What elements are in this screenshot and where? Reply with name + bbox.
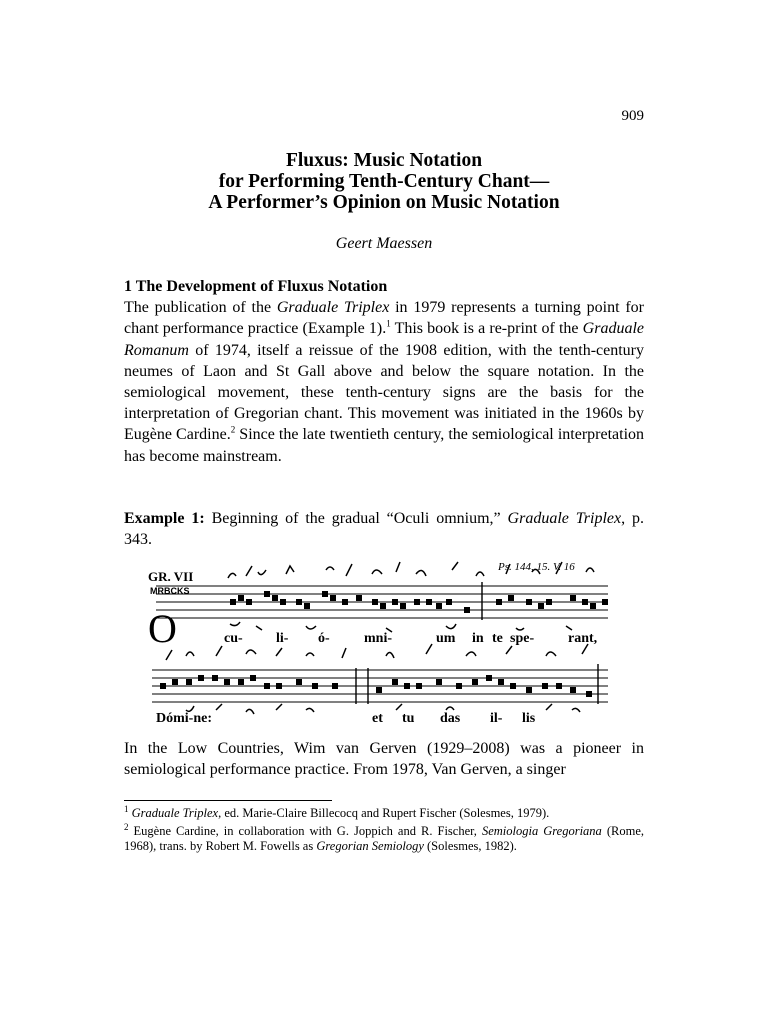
neume-note	[312, 683, 318, 689]
neume-note	[556, 683, 562, 689]
text-run: Eugène Cardine, in collaboration with G. Joppich and R. Fischer,	[128, 823, 482, 838]
handwritten-neume	[306, 653, 314, 656]
handwritten-neume	[228, 573, 236, 578]
neume-note	[296, 679, 302, 685]
neume-note	[414, 599, 420, 605]
footnote-divider	[124, 800, 332, 801]
mode-label: GR. VII	[148, 569, 194, 584]
handwritten-neume	[216, 704, 222, 710]
title-line-1: Fluxus: Music Notation	[285, 150, 483, 171]
neume-note	[416, 683, 422, 689]
handwritten-neume	[546, 704, 552, 710]
neume-note	[586, 691, 592, 697]
footnote-1	[124, 803, 644, 822]
paper-title	[124, 150, 644, 213]
handwritten-neume	[516, 628, 524, 630]
handwritten-neume	[426, 644, 432, 654]
handwritten-neume	[342, 648, 346, 658]
syllable: cu-	[224, 631, 243, 646]
handwritten-neume	[306, 708, 314, 712]
neume-note	[230, 599, 236, 605]
neume-note	[570, 595, 576, 601]
neume-note	[526, 687, 532, 693]
neume-note	[304, 603, 310, 609]
handwritten-neume	[186, 652, 194, 656]
chant-notation-figure	[146, 556, 616, 726]
italic-title: Gregorian Semiology	[316, 839, 424, 853]
neume-note	[570, 687, 576, 693]
neume-note	[330, 595, 336, 601]
neume-note	[590, 603, 596, 609]
paragraph-2: In the Low Countries, Wim van Gerven (1929–2008) was a pioneer in semiological performance practice. From 1978, Van Gerven, a singer	[124, 740, 644, 779]
italic-title: Graduale Triplex	[131, 806, 219, 820]
footnote-ref-1[interactable]: 1	[386, 319, 391, 330]
handwritten-neume	[372, 570, 382, 574]
title-line-3: A Performer’s Opinion on Music Notation	[208, 192, 560, 213]
handwritten-neume	[246, 650, 256, 654]
example-label: Example 1:	[124, 510, 205, 527]
section-heading: 1 The Development of Fluxus Notation	[124, 278, 388, 295]
italic-title: Graduale Triplex	[276, 299, 390, 317]
syllable: um	[436, 631, 456, 646]
text-run: The publication of the	[124, 299, 277, 317]
neume-note	[224, 679, 230, 685]
neume-note	[198, 675, 204, 681]
text-run: of 1974, itself a reissue of the 1908 edition, with the tenth-century neumes of Laon and St Gall above and below the square notation. In the semiological movement, these tenth-century signs are the basis for the interpretation of Gregorian chant. This movement was initiated in the 1960s by Eugène Cardine.	[124, 341, 644, 444]
neume-note	[602, 599, 608, 605]
neume-note	[582, 599, 588, 605]
handwritten-neume	[346, 564, 352, 576]
handwritten-neume	[246, 566, 252, 576]
handwritten-neume	[476, 572, 484, 576]
neume-note	[400, 603, 406, 609]
italic-title: Semiologia Gregoriana	[481, 823, 602, 838]
handwritten-neume	[230, 622, 240, 626]
neume-note	[212, 675, 218, 681]
handwritten-neume	[256, 626, 262, 630]
footnote-number: 2	[124, 821, 129, 832]
neume-note	[472, 679, 478, 685]
neume-note	[332, 683, 338, 689]
neume-note	[446, 599, 452, 605]
handwritten-neume	[506, 646, 512, 654]
neume-note	[264, 591, 270, 597]
neume-note	[238, 595, 244, 601]
handwritten-neume	[572, 708, 580, 712]
neume-note	[322, 591, 328, 597]
footnote-number: 1	[124, 803, 129, 814]
handwritten-neume	[396, 562, 400, 572]
section-1	[124, 276, 644, 467]
neume-note	[160, 683, 166, 689]
italic-title: Graduale Triplex	[507, 510, 622, 527]
syllable: Dómi-ne:	[156, 711, 212, 726]
neume-note	[436, 679, 442, 685]
neume-note	[392, 599, 398, 605]
syllable: in	[472, 631, 484, 646]
neume-note	[186, 679, 192, 685]
syllable: das	[440, 711, 461, 726]
neume-note	[376, 687, 382, 693]
syllable: spe-	[510, 631, 535, 646]
syllable: mni-	[364, 631, 392, 646]
neume-note	[246, 599, 252, 605]
title-line-2: for Performing Tenth-Century Chant—	[218, 171, 550, 192]
text-run: (Rome, 1968), trans. by Robert M. Fowells as	[124, 823, 644, 853]
neume-note	[264, 683, 270, 689]
psalm-reference: Ps. 144, 15. V. 16	[498, 561, 575, 573]
neume-note	[508, 595, 514, 601]
syllable: ó-	[318, 631, 330, 646]
handwritten-neume	[246, 709, 254, 714]
page-number: 909	[621, 108, 644, 124]
handwritten-neume	[566, 626, 572, 630]
initial-letter: O	[148, 606, 177, 651]
neume-note	[486, 675, 492, 681]
syllable: li-	[276, 631, 289, 646]
lyrics-line-1	[224, 631, 597, 646]
paragraph-1	[124, 297, 644, 467]
handwritten-neume	[386, 652, 394, 658]
text-run: This book is a re-print of the	[390, 320, 583, 338]
handwritten-neume	[546, 652, 556, 656]
handwritten-neume	[446, 707, 454, 710]
lyrics-line-2	[156, 711, 536, 726]
neume-note	[172, 679, 178, 685]
neume-note	[546, 599, 552, 605]
footnote-2	[124, 821, 644, 855]
neume-note	[296, 599, 302, 605]
neume-note	[356, 595, 362, 601]
neume-note	[280, 599, 286, 605]
text-run: , p. 343.	[124, 510, 644, 549]
neume-note	[342, 599, 348, 605]
syllable: et	[372, 711, 383, 726]
source-label: MRBCKS	[150, 586, 190, 596]
neume-note	[498, 679, 504, 685]
neume-note	[526, 599, 532, 605]
syllable: lis	[522, 711, 536, 726]
staff-1	[156, 586, 608, 618]
handwritten-neume	[166, 650, 172, 660]
staff-2	[152, 670, 608, 702]
neume-note	[538, 603, 544, 609]
syllable: il-	[490, 711, 503, 726]
neume-note	[272, 595, 278, 601]
neume-note	[436, 603, 442, 609]
italic-title: Graduale Romanum	[124, 320, 644, 359]
handwritten-neume	[306, 626, 316, 629]
neume-note	[496, 599, 502, 605]
syllable: te	[492, 631, 503, 646]
syllable: tu	[402, 711, 415, 726]
neume-note	[464, 607, 470, 613]
text-run: in 1979 represents a turning point for chant performance practice (Example 1).	[124, 299, 644, 338]
neume-note	[426, 599, 432, 605]
text-run: Beginning of the gradual “Oculi omnium,”	[204, 510, 508, 527]
neume-note	[372, 599, 378, 605]
example-caption	[124, 508, 644, 550]
handwritten-neume	[276, 704, 282, 710]
neume-note	[380, 603, 386, 609]
author-name: Geert Maessen	[335, 235, 433, 252]
handwritten-neume	[396, 704, 402, 710]
neume-note	[542, 683, 548, 689]
text-run: (Solesmes, 1982).	[423, 839, 517, 853]
neume-note	[392, 679, 398, 685]
footnote-ref-2[interactable]: 2	[230, 425, 236, 436]
neume-note	[276, 683, 282, 689]
handwritten-neume	[216, 646, 222, 656]
neume-note	[510, 683, 516, 689]
text-run: Since the late twentieth century, the semiological interpretation has become mainstream.	[124, 426, 645, 465]
footnotes	[124, 803, 644, 857]
neume-note	[456, 683, 462, 689]
handwritten-neume	[452, 562, 458, 570]
syllable: rant,	[568, 631, 598, 646]
handwritten-neume	[586, 568, 594, 572]
neume-note	[404, 683, 410, 689]
neume-note	[250, 675, 256, 681]
text-run: , ed. Marie-Claire Billecocq and Rupert Fischer (Solesmes, 1979).	[218, 806, 550, 820]
handwritten-neume	[446, 624, 456, 629]
handwritten-neume	[276, 648, 282, 656]
handwritten-neume	[416, 570, 426, 576]
handwritten-neume	[466, 652, 476, 656]
neume-note	[238, 679, 244, 685]
handwritten-neume	[258, 570, 266, 575]
handwritten-neume	[326, 567, 334, 570]
handwritten-neume	[286, 566, 294, 574]
